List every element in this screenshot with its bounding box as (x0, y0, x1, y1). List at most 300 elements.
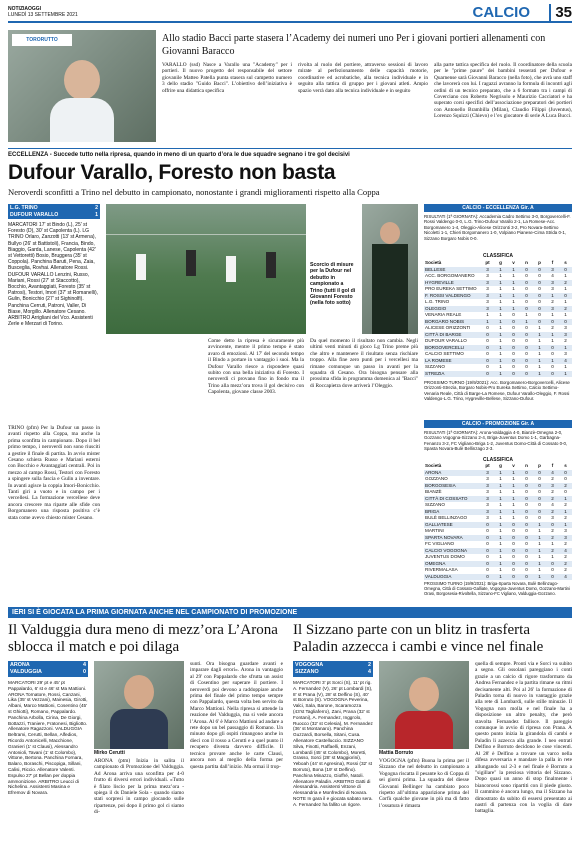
stat-cell: 1 (512, 476, 515, 481)
stat-cell: 1 (494, 496, 507, 503)
stat-cell: 0 (512, 554, 515, 559)
stat-cell: 0 (481, 345, 494, 352)
stat-cell: 1 (507, 293, 520, 300)
foresto-photo (362, 204, 418, 334)
stat-cell: 4 (559, 358, 572, 365)
stat-cell: 0 (525, 325, 528, 330)
stat-cell: 0 (538, 476, 541, 481)
team-name-cell: GALLIATESE (424, 522, 481, 529)
stat-cell: 2 (559, 483, 572, 490)
stat-cell: 0 (486, 338, 489, 343)
stat-cell: 1 (533, 371, 546, 378)
stat-cell: 0 (481, 332, 494, 339)
team-name-cell: ARONA (424, 470, 481, 477)
main-body-col4: Da quel momento il risultato non cambia. Negli ultimi venti minuti di gioco Lg Trino preme più che altro e mantenere il risultato senza rischiare troppo. Alla fine zero punti per i vercellesi ma rimane comunque un passo in avanti per la squadra di Cesano. Ora bisogna pensare alla prossima sfida in programma domenica al "Bacci" di Roccapietra dove arriverà l’Oleggio. (310, 338, 418, 389)
team-name-cell: CITTÀ DI COSSATO (424, 496, 481, 503)
stat-cell: 0 (525, 554, 528, 559)
stat-cell: 3 (546, 267, 559, 274)
stat-cell: 1 (494, 535, 507, 542)
stat-cell: 1 (559, 345, 572, 352)
stat-cell: 2 (564, 567, 567, 572)
team1-name: ARONA (10, 662, 30, 668)
promozione-next-round: PROSSIMO TURNO (19/9/2021): Briga-Sparta Novara, Bulè Bellinzago-Omegna, Città di Cossato-Galliate, Vogogna-Juventus Domo, Gozzano-Martini Orasi, Borgosesia-Rivoltella, Sizzano-FC Vigliano, Valduggia-Gozzano. (424, 581, 570, 597)
stat-cell: 3 (546, 483, 559, 490)
promozione-standings (424, 463, 572, 580)
stat-cell: 2 (546, 496, 559, 503)
field-line (106, 234, 306, 235)
left-tabellino: MARCATORI 29' pt e 45' pt Pappalardo, 6' st e 46' st Ma Mattioni. ARONA Tornatore, Rossi, Canzani, Lika (35' st Vezzani), Mainesia, Girotti, Albani, Marco Mattioni, Cosentino (45' st Ghiotti), Romano, Pappalardo. Panchina Arbolla, Cirina, De Giorgi, Bottazzi, Traniere, Fratonesi, Bigliotto. Allenatore Ragazzoni. VALDUGGIA Beltrami, Cerutti, Bellan, Alfedios, Ricordo Antonicelli, Macchione, Granieri (1' st Clausi), Alessandro Antonioli, Tavani (1' st Colombo), Vittone, Bertona. Panchina Fornara, Balaro, Boraschi, Piscopiga, Sillani, Calisi, Riccio. Allenatore Valenti. Espulso 27' pt Bellan per doppia ammonizione. ARBITRO Leucci di Nichelino. Assistenti Masina e Efremov di Novara. (8, 680, 88, 796)
stat-cell: 3 (481, 293, 494, 300)
stat-cell: 0 (507, 548, 520, 555)
stat-cell: 3 (486, 273, 489, 278)
eccellenza-header-cell: pt (485, 260, 490, 265)
stat-cell: 1 (499, 489, 502, 494)
stat-cell: 0 (520, 306, 533, 313)
stat-cell: 1 (507, 496, 520, 503)
stat-cell: 1 (499, 554, 502, 559)
stat-cell: 0 (533, 267, 546, 274)
team-name-cell: BORGOVERCELLI (424, 345, 481, 352)
publication-masthead (8, 6, 78, 18)
left-body-col2: sunti. Ora bisogna guardare avanti e imparare dagli errori». Arona in vantaggio al 29' con Pappalardo che sfrutta un assist di Cosentino per superare il portiere. I neroverdi poi devono a raddoppiare anche prima del finale del primo tempo sempre con Pappalardo, questa volta ben servito da Marco Mattioni. Nella ripresa si attende la reazione del Valduggia, ma si vede ancora l’Arona. Al 6' è Marco Mattioni ad andare a rete dopo un bel passaggio di Romano. Un minuto dopo gli ospiti rimangono anche in dieci con il rosso a Cerutti e a quel punto il recupero diventa davvero difficile. Il tecnico provare anche le carte Clausi, ancora non al meglio della forma per questa partita dall’inizio. Ma ormai il trop- (190, 661, 283, 770)
stat-cell: 1 (494, 319, 507, 326)
stat-cell: 0 (551, 567, 554, 572)
team1-name: L.G. TRINO (10, 205, 38, 211)
team-name-cell: OLEGGIO (424, 306, 481, 313)
stat-cell: 0 (525, 338, 528, 343)
stat-cell: 0 (512, 528, 515, 533)
eccellenza-header-cell: Società (425, 260, 442, 265)
stat-cell: 3 (481, 306, 494, 313)
team1-score: 4 (83, 662, 86, 668)
person-jersey (372, 244, 408, 334)
stat-cell: 0 (507, 345, 520, 352)
stat-cell: 0 (559, 267, 572, 274)
stat-cell: 0 (486, 554, 489, 559)
stat-cell: 1 (564, 286, 567, 291)
team1-score: 2 (95, 205, 98, 211)
stat-cell: 1 (546, 293, 559, 300)
stat-cell: 1 (499, 515, 502, 520)
stat-cell: 2 (551, 489, 554, 494)
team-name-cell: CALCIO VOGOGNA (424, 548, 481, 555)
person-jersey (395, 711, 453, 749)
stat-cell: 0 (538, 502, 541, 507)
team1-name: VOGOGNA (295, 662, 324, 668)
stat-cell: 0 (551, 351, 554, 356)
right-body-col2: quella di sempre. Pronti via e Sorci va subito a segno. Gli ossolani pareggiano i conti grazie a un calcio di rigore trasformato da Andrea Fernandez e la partita rimane su ritmi decisamente alti. Poi al 26' la formazione di Paladin torna di nuovo in vantaggio grazie alla rete di Lombardi, sulle stille minuzie. Il Vogogna non molla e nel finale ha a disposizione un altro penalty, che però stavolta Fernandez fallisce. Il pareggio comunque in avvio di ripresa con Prana. A questo punto inizia la girandola di cambi e Paladin li azzecca alla grande. I neo entrati Delfino e Borruto decidono le cose vincenti. Al 28' è Delfino a trovare un varco nella difesa avversaria e mandare la palla in rete allungando sul 2-3 e nel finale è Borruto a "sigillare" la preziosa vittoria del Sizzano. Dopo quasi un anno di stop finalmente i biancorossi sono ripartiti con il piede giusto. Il cammino è ancora lungo, ma il Sizzano ha dimostrato da subito di essersi presentato ai nastri di partenza con la voglia di dare battaglia. (475, 661, 572, 815)
stat-cell: 1 (564, 299, 567, 304)
promozione-title: CALCIO - PROMOZIONE Gir. A (424, 420, 572, 428)
stat-cell: 0 (525, 286, 528, 291)
stat-cell: 0 (520, 358, 533, 365)
team-name-cell: BRIGA (424, 509, 481, 516)
stat-cell: 1 (494, 345, 507, 352)
publication-name: NOTIZIAOGGI (8, 6, 42, 12)
team-name-cell: VALDUGGIA (424, 574, 481, 581)
stat-cell: 1 (559, 371, 572, 378)
stat-cell: 0 (533, 470, 546, 477)
stat-cell: 1 (494, 358, 507, 365)
stat-cell: 0 (520, 548, 533, 555)
stat-cell: 4 (551, 502, 554, 507)
person-face (409, 677, 439, 711)
stat-cell: 0 (559, 319, 572, 326)
stat-cell: 1 (564, 364, 567, 369)
stat-cell: 0 (533, 319, 546, 326)
stat-cell: 4 (559, 548, 572, 555)
borruto-caption: Mattia Borruto (379, 750, 414, 756)
right-body-col1: VOGOGNA (pfm) Buona la prima per il Sizzano che nel debutto in campionato a Vogogna riscatta il pesante ko di Coppa di sei giorni prima. La squadra del diesse Giovanni Bellinger ha cambiato poco rispetto all’ultima apparizione prima del Corfù qualche giovane in più ma di fatto l’ossatura è rimasta (379, 758, 469, 809)
stat-cell: 1 (507, 509, 520, 516)
stat-cell: 1 (494, 280, 507, 287)
team-name-cell: LA ROMESE (424, 358, 481, 365)
stat-cell: 1 (525, 312, 528, 317)
team-name-cell: VENARIA REALE (425, 312, 462, 317)
stat-cell: 1 (494, 522, 507, 529)
person-face (124, 675, 154, 709)
stat-cell: 0 (507, 358, 520, 365)
stat-cell: 1 (564, 273, 567, 278)
stat-cell: 2 (551, 476, 554, 481)
stat-cell: 0 (512, 312, 515, 317)
stat-cell: 1 (507, 483, 520, 490)
promozione-header-cell: pt (485, 463, 490, 468)
stat-cell: 1 (533, 522, 546, 529)
stat-cell: 3 (486, 515, 489, 520)
team-name-cell: DUFOUR VARALLO (425, 338, 467, 343)
stat-cell: 1 (494, 483, 507, 490)
stat-cell: 1 (481, 319, 494, 326)
promozione-results: RISULTATI (1ª GIORNATA): Arona-Valdaggia 4-0, Bianzè-Omegna 2-0, Gozzano Vogogna-Sizzano 2-4, Briga-Juventus Domo 1-1, Garbagna-Fenanzo 3-2, FC Vigliano-Briga 1-2, Juventus Domo-Città di Cossato 0-0, Spasta Novara-Bulè Bellinzago 2-3. (424, 430, 568, 452)
stat-cell: 0 (512, 364, 515, 369)
team2-score: 4 (368, 669, 371, 675)
stat-cell: 0 (512, 541, 515, 546)
stat-cell: 1 (546, 358, 559, 365)
stat-cell: 0 (525, 515, 528, 520)
team-name-cell: CITTÀ DI BARGE (424, 332, 481, 339)
stat-cell: 1 (499, 502, 502, 507)
stat-cell: 0 (507, 522, 520, 529)
stat-cell: 0 (538, 312, 541, 317)
stat-cell: 1 (494, 574, 507, 581)
person-face (380, 222, 400, 244)
stat-cell: 1 (512, 489, 515, 494)
header-rule (8, 21, 572, 23)
team-name-cell: BORGARO NOBIS (424, 319, 481, 326)
page-number: 35 (549, 4, 572, 21)
stat-cell: 0 (507, 332, 520, 339)
team-name-cell: HYGREVILLE (424, 280, 481, 287)
stat-cell: 3 (564, 528, 567, 533)
photo-banner: TORORUTTO (12, 34, 72, 46)
stat-cell: 1 (499, 528, 502, 533)
main-kicker: ECCELLENZA - Succede tutto nella ripresa, quando in meno di un quarto d’ora le due squadre segnano i tre gol decisivi (8, 152, 350, 158)
stat-cell: 0 (520, 574, 533, 581)
stat-cell: 1 (551, 554, 554, 559)
divider (8, 148, 572, 149)
stat-cell: 1 (512, 515, 515, 520)
stat-cell: 0 (520, 522, 533, 529)
stat-cell: 0 (533, 280, 546, 287)
stat-cell: 1 (499, 312, 502, 317)
table-row (424, 371, 572, 378)
stat-cell: 3 (546, 280, 559, 287)
stat-cell: 0 (507, 574, 520, 581)
stat-cell: 2 (546, 535, 559, 542)
team2-name: DUFOUR VARALLO (10, 212, 59, 218)
stat-cell: 1 (538, 351, 541, 356)
team-name-cell: L.G. TRINO (425, 299, 450, 304)
stat-cell: 3 (551, 286, 554, 291)
team-name-cell: SPARTA NOVARA (424, 535, 481, 542)
stat-cell: 2 (559, 306, 572, 313)
stat-cell: 0 (520, 483, 533, 490)
eccellenza-results: RISULTATI (1ª GIORNATA): Accademia Cadro Settimo 3-0, Borgovercelli-F. Rossi Valdengo 0-0, L.G. Trino-Dufour Varallo 2-1, La Romese-Acc. Borgomanero 1-4, Oleggio-Alicese Orizzonti 3-2, Pro Novara-Settimo Nicoletti 1-1, Chieri Borgomanero 1-0, Volpiano Pianese-Cima Strida 0-1, Sizzano Borgaro Nobis 0-0. (424, 214, 571, 241)
stat-cell: 0 (481, 371, 494, 378)
stat-cell: 2 (551, 325, 554, 330)
eccellenza-header-cell: s (564, 260, 567, 265)
stat-cell: 0 (538, 515, 541, 520)
stat-cell: 1 (533, 345, 546, 352)
team-name-cell: FC VIGLIANO (425, 541, 455, 546)
stat-cell: 1 (538, 567, 541, 572)
stat-cell: 0 (481, 561, 494, 568)
stat-cell: 2 (551, 299, 554, 304)
stat-cell: 0 (564, 489, 567, 494)
stat-cell: 0 (525, 351, 528, 356)
stat-cell: 0 (486, 351, 489, 356)
stat-cell: 2 (546, 509, 559, 516)
stat-cell: 1 (499, 325, 502, 330)
stat-cell: 0 (520, 293, 533, 300)
stat-cell: 3 (481, 483, 494, 490)
stat-cell: 1 (538, 364, 541, 369)
stat-cell: 3 (564, 351, 567, 356)
stat-cell: 0 (538, 489, 541, 494)
stat-cell: 0 (551, 364, 554, 369)
stat-cell: 1 (494, 371, 507, 378)
promozione-header-cell: s (564, 463, 567, 468)
stat-cell: 1 (499, 299, 502, 304)
person-jersey (110, 709, 168, 749)
team2-name: VALDUGGIA (10, 669, 42, 675)
stat-cell: 0 (525, 502, 528, 507)
goalkeeper-coach-photo (8, 30, 156, 142)
stat-cell: 1 (533, 548, 546, 555)
stat-cell: 4 (559, 574, 572, 581)
stat-cell: 0 (538, 273, 541, 278)
stat-cell: 3 (559, 332, 572, 339)
stat-cell: 1 (499, 273, 502, 278)
stat-cell: 3 (486, 502, 489, 507)
stat-cell: 1 (494, 548, 507, 555)
stat-cell: 0 (507, 319, 520, 326)
stat-cell: 1 (499, 476, 502, 481)
stat-cell: 0 (525, 528, 528, 533)
stat-cell: 2 (564, 338, 567, 343)
stat-cell: 3 (486, 286, 489, 291)
person-shirt (50, 98, 114, 142)
stat-cell: 1 (494, 561, 507, 568)
stat-cell: 0 (507, 561, 520, 568)
stat-cell: 1 (512, 286, 515, 291)
stat-cell: 0 (507, 371, 520, 378)
section-title: CALCIO (472, 4, 530, 21)
stat-cell: 0 (512, 567, 515, 572)
stat-cell: 3 (481, 267, 494, 274)
promozione-header-cell: n (525, 463, 528, 468)
stat-cell: 2 (551, 528, 554, 533)
right-headline: Il Sizzano parte con un blitz in trasferta Paladin azzecca i cambi e vince nel finale (293, 622, 544, 655)
stat-cell: 1 (564, 312, 567, 317)
stat-cell: 0 (525, 489, 528, 494)
eccellenza-next-round: PROSSIMO TURNO (19/9/2021): Acc. Borgomanero-Borgovercelli, Alicese Orizzonti-Strezia, Borgaro Nobis-Pro Eureka Settimo, Calcio Settimo-Venaria Reale, Città di Barge-La Romese, Dufour Varallo-Oleggio, F. Rossi Valdengo-L.G. Trino, Hygreville-Bellese, Sizzano-Dufour. (424, 380, 570, 402)
eccellenza-header-cell: p (538, 260, 541, 265)
stat-cell: 1 (494, 267, 507, 274)
stat-cell: 0 (486, 325, 489, 330)
stat-cell: 0 (486, 528, 489, 533)
team-name-cell: CALCIO SETTIMO (425, 351, 464, 356)
right-tabellino: MARCATORI 3' pt Sorci (S), 11' pt rig. A. Fernandez (V), 26' pt Lombardi (S), 8' st Prana (V), 28' st Delfino (S), 40' st Borruto (S). VOGOGNA Peverina, Valci, Sala, Barone, Scaramozza (43'st Tagliaferro), Zani, Prana (32' st Fontani), A. Fernandez, Inggrolo, Ruocco (32' st Celesia), M. Fernandez (36' st Montanaro). Panchina Guzzardi, Borsella, Sitani, Cusa. Allenatore Castelluccio. SIZZANO Silva, Finotti, Raffaelli, Enzani, Lombardi (45' st Colombo), Moretti, Grasso, Sorci (28' st Maggiorini), Yeboah (44' st Agresina), Rossi (32' st Borruto), Bona (19' st Delfino). Panchina Minazzo, Gioffré, Natoli. Allenatore Paladin. ARBITRO Gatti di Alessandria. Assistenti Vittone di Alessandria e Monfredini di Novara. NOTE In gara il e giocata sabato sera. A. Fernandez ha fallito un rigore. (293, 680, 373, 807)
stat-cell: 3 (481, 280, 494, 287)
stat-cell: 0 (486, 364, 489, 369)
team2-score: 1 (95, 212, 98, 218)
stat-cell: 1 (494, 293, 507, 300)
left-scorebox (8, 661, 88, 677)
team-name-cell: SIZZANO (425, 502, 445, 507)
stat-cell: 0 (520, 280, 533, 287)
stat-cell: 1 (499, 286, 502, 291)
stat-cell: 0 (546, 574, 559, 581)
eccellenza-header-cell: v (512, 260, 515, 265)
stat-cell: 1 (499, 541, 502, 546)
stat-cell: 0 (507, 535, 520, 542)
promozione-header-cell: p (538, 463, 541, 468)
stat-cell: 0 (481, 535, 494, 542)
eccellenza-standings (424, 260, 572, 377)
eccellenza-header-cell: g (499, 260, 502, 265)
stat-cell: 0 (520, 371, 533, 378)
stat-cell: 0 (546, 345, 559, 352)
player-figure (136, 254, 146, 280)
stat-cell: 0 (525, 273, 528, 278)
team-name-cell: ACC. BORGOMANERO (425, 273, 475, 278)
team-name-cell: ALICESE ORIZZONTI (425, 325, 471, 330)
stat-cell: 3 (481, 509, 494, 516)
stat-cell: 1 (546, 332, 559, 339)
stat-cell: 0 (481, 522, 494, 529)
stat-cell: 1 (512, 502, 515, 507)
stat-cell: 3 (559, 535, 572, 542)
person-face (64, 60, 100, 100)
team-name-cell: GOZZANO (425, 476, 448, 481)
top-body-col3: alla parte tattica specifica del ruolo. Il coordinatore della scuola per le "prime paure" dei bambini tesserati per Dufour e Quarnense sarà Giovanni Baracco (nella foto), che avrà uno staff che lavorerà con lui. I ragazzi avranno la formula di incontri agli ordini di un tecnico preparato, che a 6 formato tra i campi di Coverciano con Roberto Negrisolo e Maurizio Cacciatori e ha superato corsi specifici dell’associazione preparatori dei portieri con Antonello Brambilla (Milan), Claudio Filippi (Juventus), Lorenzo Squizzi (Chievo) e l’ex giocatore di serie A Luca Bucci. (434, 62, 572, 120)
cerutti-caption: Mirko Cerutti (94, 750, 125, 756)
stat-cell: 1 (494, 470, 507, 477)
stat-cell: 0 (512, 351, 515, 356)
player-figure (266, 252, 276, 278)
stat-cell: 1 (494, 332, 507, 339)
stat-cell: 0 (559, 470, 572, 477)
stat-cell: 0 (520, 332, 533, 339)
stat-cell: 0 (481, 358, 494, 365)
stat-cell: 0 (486, 567, 489, 572)
stat-cell: 3 (564, 325, 567, 330)
stat-cell: 3 (486, 489, 489, 494)
player-figure (186, 250, 196, 276)
stat-cell: 3 (551, 515, 554, 520)
team-name-cell: JUVENTUS DOMO (425, 554, 465, 559)
stat-cell: 1 (494, 306, 507, 313)
stat-cell: 1 (499, 364, 502, 369)
promozione-band: IERI SI È GIOCATA LA PRIMA GIORNATA ANCHE NEL CAMPIONATO DI PROMOZIONE (8, 607, 572, 618)
stat-cell: 0 (525, 299, 528, 304)
stat-cell: 0 (481, 548, 494, 555)
stat-cell: 3 (481, 470, 494, 477)
stat-cell: 0 (525, 567, 528, 572)
stat-cell: 0 (533, 496, 546, 503)
stat-cell: 0 (546, 371, 559, 378)
team-name-cell: BELLESE (424, 267, 481, 274)
stat-cell: 0 (520, 509, 533, 516)
stat-cell: 1 (533, 574, 546, 581)
stat-cell: 0 (512, 338, 515, 343)
team-name-cell: RIVERMALASA (425, 567, 458, 572)
cerutti-photo (94, 661, 184, 749)
stat-cell: 4 (546, 470, 559, 477)
stat-cell: 2 (564, 541, 567, 546)
stat-cell: 1 (551, 541, 554, 546)
promozione-header-cell: Società (425, 463, 442, 468)
stat-cell: 1 (507, 306, 520, 313)
team-name-cell: STREZIA (424, 371, 481, 378)
stat-cell: 1 (559, 496, 572, 503)
eccellenza-classifica-title: CLASSIFICA (483, 253, 513, 259)
promozione-header-cell: v (512, 463, 515, 468)
top-body-col1: VARALLO (ssd) Nasce a Varallo una "Academy" per i portieri. Il nuovo progetto del responsabile del settore giovanile Matteo Patella punta stasera sul campetto numero 3 dello stadio "Guido Bacci". L’obiettivo dell’iniziativa è offrire una didattica specifica (162, 62, 292, 94)
stat-cell: 0 (520, 345, 533, 352)
stat-cell: 0 (564, 476, 567, 481)
eccellenza-title: CALCIO - ECCELLENZA Gir. A (424, 204, 572, 212)
promozione-header-cell: f (551, 463, 554, 468)
eccellenza-header-cell: f (551, 260, 554, 265)
stat-cell: 1 (494, 509, 507, 516)
stat-cell: 1 (533, 561, 546, 568)
eccellenza-header-cell: n (525, 260, 528, 265)
team2-score: 0 (83, 669, 86, 675)
stat-cell: 1 (538, 338, 541, 343)
stat-cell: 1 (486, 312, 489, 317)
main-body-col3: Come detto la ripresa è sicuramente più avvincente, mentre il primo tempo è stato avaro di emozioni. Al 17' del secondo tempo il Bindo a portare in vantaggio i suoi. Ma la Dufour Varallo riesce a rispondere quasi subito con una bella iniziativa di Foresto. I neroverdi ci provano fino in fondo ma il Trino alla mezz’ora trova il gol decisivo con Capolenta, giovane classe 2003. (208, 338, 304, 396)
stat-cell: 1 (507, 280, 520, 287)
stat-cell: 0 (546, 561, 559, 568)
stat-cell: 0 (520, 267, 533, 274)
stat-cell: 3 (481, 496, 494, 503)
stat-cell: 1 (538, 325, 541, 330)
stat-cell: 0 (486, 541, 489, 546)
stat-cell: 0 (525, 541, 528, 546)
stat-cell: 0 (559, 293, 572, 300)
stat-cell: 0 (538, 286, 541, 291)
team-name-cell: BULÈ BELLINZAGO (425, 515, 468, 520)
stat-cell: 1 (499, 338, 502, 343)
stat-cell: 0 (525, 476, 528, 481)
stat-cell: 0 (520, 561, 533, 568)
stat-cell: 2 (564, 502, 567, 507)
publication-date: LUNEDÌ 13 SETTEMBRE 2021 (8, 12, 78, 18)
stat-cell: 2 (559, 280, 572, 287)
